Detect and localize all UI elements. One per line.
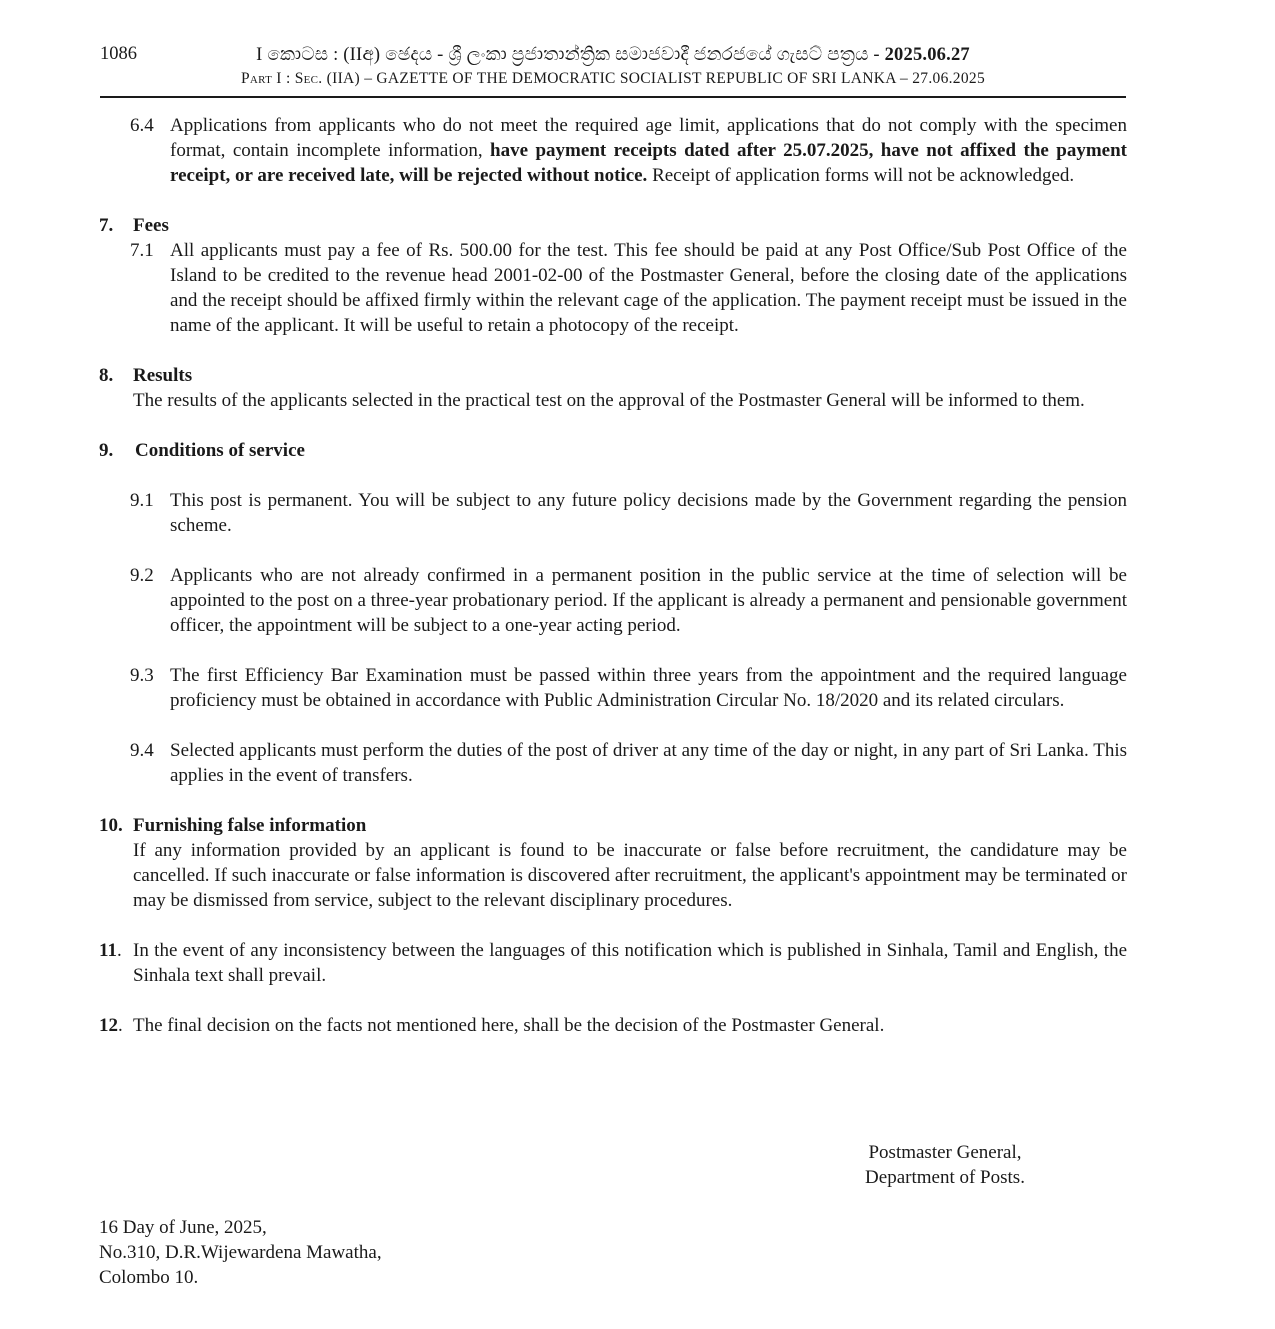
clause-text: The first Efficiency Bar Examination must be passed within three years from the appointment and the required language proficiency must be obtained in accordance with Public Administration Circular No. 18/2020 and its related circulars. [170,665,1127,711]
address-city: Colombo 10. [99,1267,199,1288]
clause-text: Applications from applicants who do not meet the required age limit, applications that do not comply with the specimen format, contain incomplete information, [170,115,1127,161]
header-rule [100,96,1126,98]
clause-number: 7.1 [130,240,154,261]
document-body [99,113,1127,1038]
clause-text-end: Receipt of application forms will not be acknowledged. [647,165,1075,186]
clause-number: 9.3 [130,665,154,686]
section-9-heading [99,438,1127,463]
section-title: Fees [133,215,169,236]
section-11 [99,938,1127,988]
date-address-block [99,1215,382,1290]
header-part: Part I [240,70,282,87]
clause-9-4 [99,738,1127,788]
section-number [99,938,133,963]
header-sec: Sec. [294,70,323,87]
clause-text: All applicants must pay a fee of Rs. 500.00 for the test. This fee should be paid at any Post Office/Sub Post Office of the Island to be credited to the revenue head 2001-02-00 of the Postmaster General, before the closing date of the applications and the receipt should be affixed firmly within the relevant cage of the application. The payment receipt must be issued in the name of the applicant. It will be useful to retain a photocopy of the receipt. [170,240,1127,336]
clause-7-1 [99,238,1127,338]
header-sinhala [100,44,1126,66]
section-text: In the event of any inconsistency between the languages of this notification which is published in Sinhala, Tamil and English, the Sinhala text shall prevail. [133,940,1127,986]
section-title: Conditions of service [135,440,305,461]
header-english-title: (IIA) – GAZETTE OF THE DEMOCRATIC SOCIALIST REPUBLIC OF SRI LANKA – 27.06.2025 [322,70,986,87]
page-number: 1086 [100,44,137,64]
section-8-heading [99,363,1127,388]
clause-text-bold: have payment receipts dated after 25.07.2025, have not affixed the payment receipt, or are received late, will be rejected without notice. [170,140,1128,186]
header-sinhala-title: I කොටස : (IIඅ) ඡෙදය - ශ්‍රී ලංකා ප්‍රජාතාන්ත්‍රික සමාජවාදී ජනරජයේ ගැසට් පත්‍රය - [256,45,885,65]
section-title: Results [133,365,193,386]
clause-number: 9.4 [130,740,154,761]
section-number [99,1013,133,1038]
signature-title: Postmaster General, [868,1142,1022,1163]
section-title: Furnishing false information [133,815,367,836]
section-number: 8. [99,365,114,386]
clause-number: 9.2 [130,565,154,586]
clause-text: Selected applicants must perform the duties of the post of driver at any time of the day or night, in any part of Sri Lanka. This applies in the event of transfers. [170,740,1127,786]
section-text: The final decision on the facts not mentioned here, shall be the decision of the Postmaster General. [133,1015,885,1036]
section-number-bold: 12 [99,1015,118,1036]
signature-block [840,1140,1050,1190]
header-english [100,70,1126,88]
signature-department: Department of Posts. [865,1167,1025,1188]
section-number-dot: . [116,940,122,961]
clause-9-2 [99,563,1127,638]
section-number: 7. [99,215,114,236]
clause-number: 9.1 [130,490,154,511]
section-8-body: The results of the applicants selected in the practical test on the approval of the Postmaster General will be informed to them. [133,390,1085,411]
address-line: No.310, D.R.Wijewardena Mawatha, [99,1242,382,1263]
clause-number: 6.4 [130,115,154,136]
section-12 [99,1013,1127,1038]
clause-6-4 [99,113,1127,188]
section-number: 10. [99,815,123,836]
section-number: 9. [99,440,114,461]
section-7-heading [99,213,1127,238]
header-sinhala-date: 2025.06.27 [884,45,970,65]
section-10-body: If any information provided by an applicant is found to be inaccurate or false before recruitment, the candidature may be cancelled. If such inaccurate or false information is discovered after recruitment, the applicant's appointment may be terminated or may be dismissed from service, subject to the relevant disciplinary procedures. [133,840,1127,911]
clause-9-3 [99,663,1127,713]
clause-text: Applicants who are not already confirmed in a permanent position in the public service at the time of selection will be appointed to the post on a three-year probationary period. If the applicant is already a permanent and pensionable government officer, the appointment will be subject to a one-year acting period. [170,565,1127,636]
clause-9-1 [99,488,1127,538]
header-separator: : [281,70,295,87]
issue-date: 16 Day of June, 2025, [99,1217,267,1238]
section-10-heading [99,813,1127,838]
clause-text: This post is permanent. You will be subject to any future policy decisions made by the Government regarding the pension scheme. [170,490,1127,536]
section-number-dot: . [118,1015,123,1036]
section-number-bold: 11 [99,940,117,961]
